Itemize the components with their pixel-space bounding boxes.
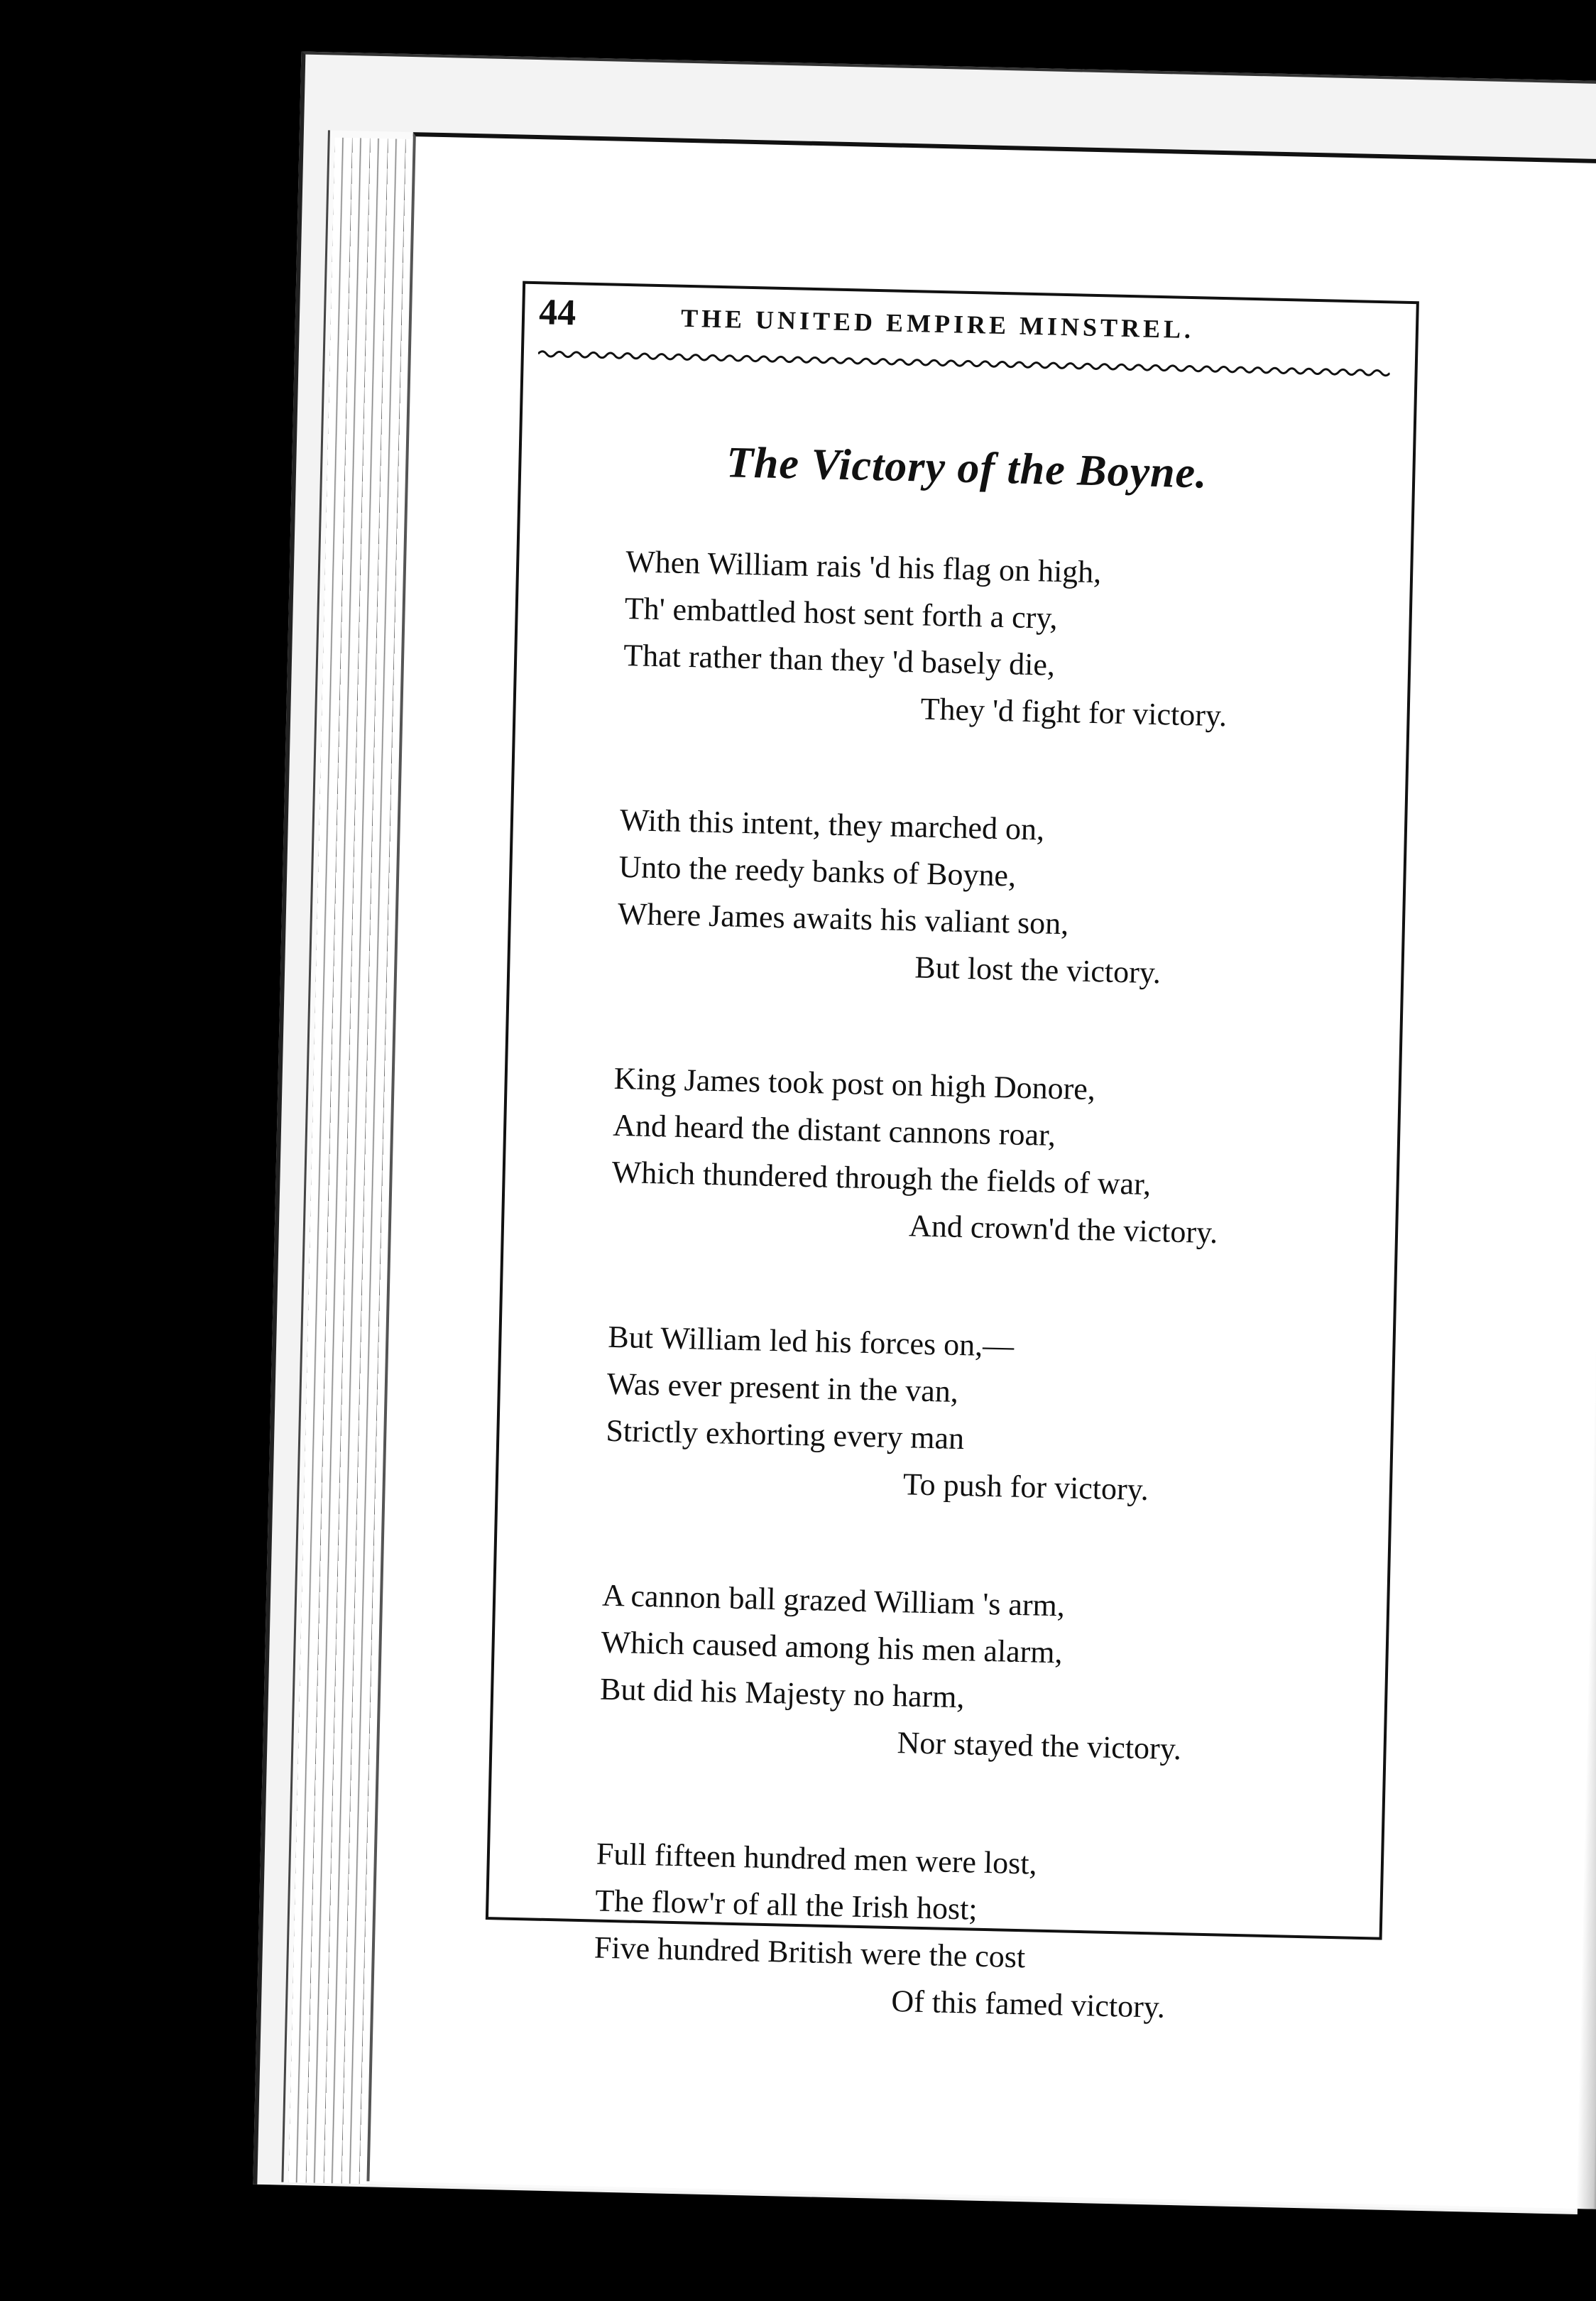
stanza — [611, 1055, 1367, 1260]
poem-line: Unto the reedy banks of Boyne, — [618, 849, 1017, 893]
poem-body — [591, 538, 1378, 2106]
poem-title: The Victory of the Boyne. — [726, 438, 1208, 498]
poem-line: But did his Majesty no harm, — [599, 1671, 965, 1715]
stanza — [622, 538, 1379, 743]
poem-refrain-line: And crown'd the victory. — [908, 1208, 1218, 1251]
poem-line: With this intent, they marched on, — [619, 802, 1045, 847]
poem-line: Was ever present in the van, — [606, 1366, 959, 1409]
poem-line: Th' embattled host sent forth a cry, — [624, 591, 1059, 636]
poem-line: Strictly exhorting every man — [605, 1413, 965, 1457]
stanza — [604, 1314, 1361, 1518]
page-number: 44 — [538, 292, 576, 334]
poem-line: Where James awaits his valiant son, — [617, 896, 1069, 942]
poem-line: That rather than they 'd basely die, — [623, 637, 1056, 682]
running-title: THE UNITED EMPIRE MINSTREL. — [680, 303, 1195, 344]
poem-line: Full fifteen hundred men were lost, — [596, 1836, 1038, 1881]
book — [75, 33, 1596, 2239]
stanza — [593, 1831, 1350, 2035]
poem-line: Which caused among his men alarm, — [601, 1624, 1064, 1670]
poem-line: Five hundred British were the cost — [594, 1930, 1026, 1975]
poem-refrain-line: Of this famed victory. — [890, 1984, 1166, 2025]
poem-refrain-line: They 'd fight for victory. — [920, 691, 1228, 734]
poem-line: But William led his forces on,— — [607, 1319, 1015, 1364]
poem-line: Which thundered through the fields of war, — [611, 1154, 1152, 1202]
stanza — [616, 797, 1373, 1001]
poem-refrain-line: But lost the victory. — [914, 950, 1162, 991]
poem-refrain-line: To push for victory. — [902, 1467, 1149, 1508]
printed-frame — [486, 281, 1419, 2025]
poem-line: And heard the distant cannons roar, — [612, 1107, 1056, 1153]
book-page — [366, 132, 1596, 2209]
poem-line: The flow'r of all the Irish host; — [594, 1883, 978, 1927]
poem-line: King James took post on high Donore, — [613, 1060, 1096, 1107]
poem-refrain-line: Nor stayed the victory. — [897, 1725, 1182, 1767]
stanza — [598, 1572, 1355, 1777]
gutter-shadow — [1576, 164, 1596, 2209]
poem-line: When William rais 'd his flag on high, — [625, 544, 1102, 590]
poem-line: A cannon ball grazed William 's arm, — [601, 1577, 1066, 1623]
